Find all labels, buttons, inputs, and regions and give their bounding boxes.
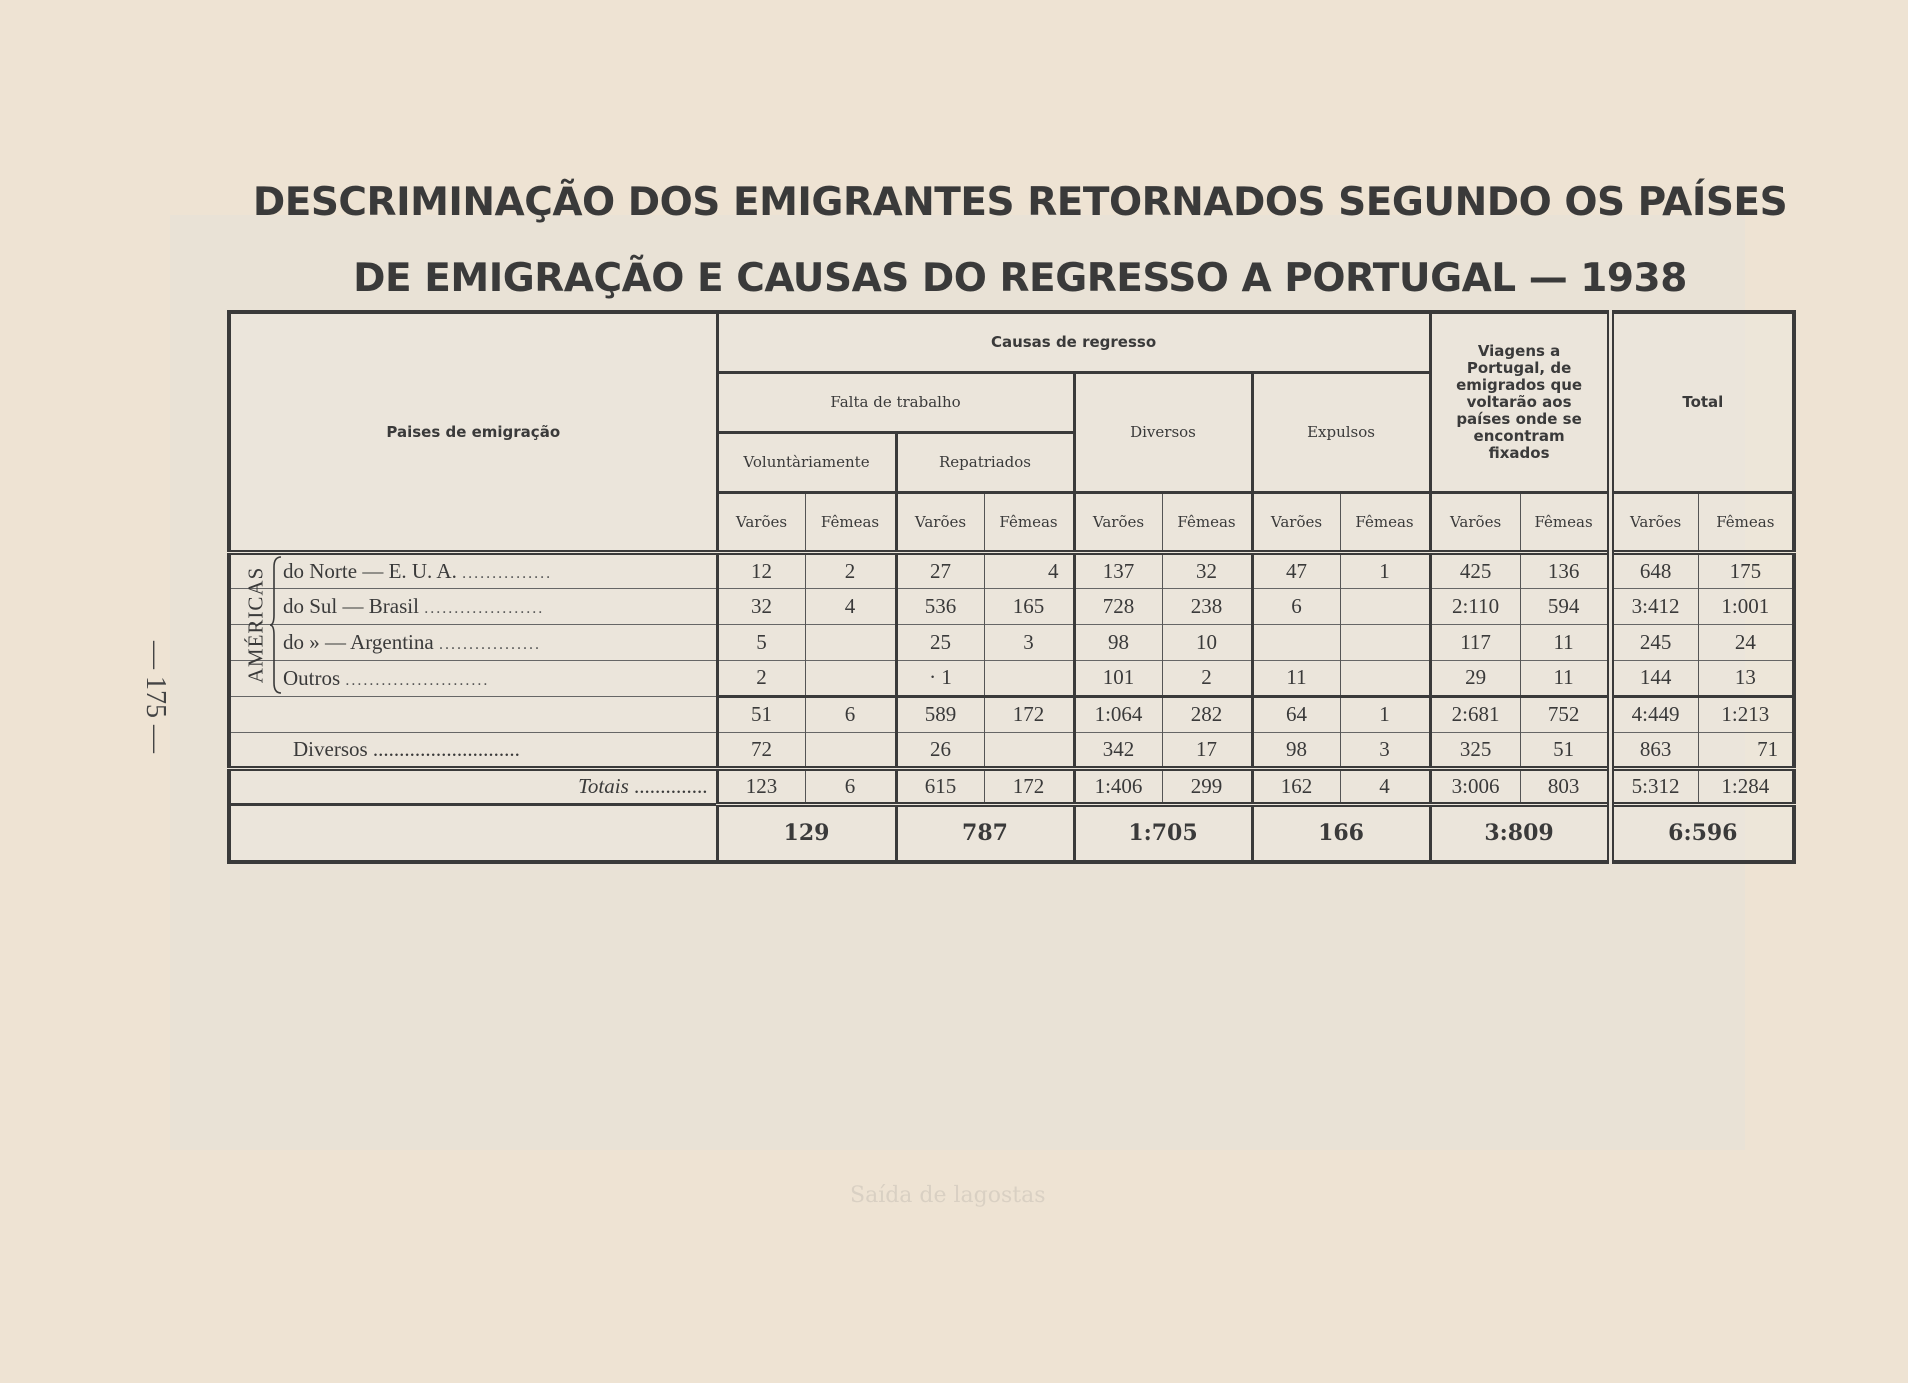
cell: 3: [984, 624, 1074, 660]
cell: [1340, 588, 1430, 624]
cell: 589: [896, 696, 984, 732]
header-female: Fêmeas: [1340, 492, 1430, 552]
cell: [805, 732, 896, 768]
leader-dots: ........................: [345, 671, 490, 689]
cell: 64: [1252, 696, 1340, 732]
header-male: Varões: [1610, 492, 1698, 552]
header-female: Fêmeas: [1520, 492, 1610, 552]
cell: 24: [1698, 624, 1794, 660]
cell: 6: [805, 696, 896, 732]
cell: 162: [1252, 768, 1340, 804]
cell: 172: [984, 696, 1074, 732]
cell: 144: [1610, 660, 1698, 696]
cell: [1340, 660, 1430, 696]
cell: 11: [1520, 624, 1610, 660]
cell: [984, 732, 1074, 768]
cell: 648: [1610, 552, 1698, 588]
cell: 32: [717, 588, 805, 624]
emigrants-table: [227, 310, 1796, 864]
grand-total-voluntary: 129: [717, 804, 896, 862]
cell: 2:681: [1430, 696, 1520, 732]
grand-total-various: 1:705: [1074, 804, 1252, 862]
header-female: Fêmeas: [984, 492, 1074, 552]
grand-total-overall: 6:596: [1610, 804, 1794, 862]
cell: 172: [984, 768, 1074, 804]
cell: 72: [717, 732, 805, 768]
cell: 175: [1698, 552, 1794, 588]
row-label: Totais: [578, 774, 629, 798]
cell: 51: [717, 696, 805, 732]
cell: 238: [1162, 588, 1252, 624]
header-female: Fêmeas: [1698, 492, 1794, 552]
cell: 51: [1520, 732, 1610, 768]
cell: 4: [984, 552, 1074, 588]
americas-label-text: AMÉRICAS: [243, 566, 268, 684]
cell: 1:064: [1074, 696, 1162, 732]
cell: 299: [1162, 768, 1252, 804]
leader-dots: .................: [438, 635, 541, 653]
cell: 3:412: [1610, 588, 1698, 624]
table-row: [229, 552, 1794, 588]
cell: 3:006: [1430, 768, 1520, 804]
grand-total-expelled: 166: [1252, 804, 1430, 862]
subtotal-row: [229, 696, 1794, 732]
leader-dots: ..............: [634, 774, 708, 798]
cell: 26: [896, 732, 984, 768]
title-line-1: DESCRIMINAÇÃO DOS EMIGRANTES RETORNADOS SEGUNDO OS PAÍSES: [252, 180, 1788, 225]
cell: 137: [1074, 552, 1162, 588]
cell: 2: [717, 660, 805, 696]
cell: 536: [896, 588, 984, 624]
header-male: Varões: [717, 492, 805, 552]
header-male: Varões: [1430, 492, 1520, 552]
header-male: Varões: [896, 492, 984, 552]
header-trips: Viagens a Portugal, de emigrados que voltarão aos países onde se encontram fixados: [1430, 312, 1610, 492]
cell: 32: [1162, 552, 1252, 588]
leader-dots: ............................: [372, 736, 520, 761]
faint-caption: Saída de lagostas: [850, 1183, 1046, 1208]
cell: 12: [717, 552, 805, 588]
cell: [1252, 624, 1340, 660]
cell: 4:449: [1610, 696, 1698, 732]
brace-icon: [270, 555, 282, 695]
cell: 1:001: [1698, 588, 1794, 624]
header-various: Diversos: [1074, 372, 1252, 492]
cell: 245: [1610, 624, 1698, 660]
page-number: — 175 —: [140, 641, 171, 753]
cell: 101: [1074, 660, 1162, 696]
cell: 5:312: [1610, 768, 1698, 804]
totals-row: [229, 768, 1794, 804]
cell: 5: [717, 624, 805, 660]
header-lack-of-work: Falta de trabalho: [717, 372, 1074, 432]
cell: 728: [1074, 588, 1162, 624]
grand-total-trips: 3:809: [1430, 804, 1610, 862]
header-female: Fêmeas: [1162, 492, 1252, 552]
cell: 13: [1698, 660, 1794, 696]
row-label: Outros: [283, 665, 341, 690]
cell: 47: [1252, 552, 1340, 588]
title-line-2: DE EMIGRAÇÃO E CAUSAS DO REGRESSO A PORTUGAL — 1938: [353, 256, 1687, 301]
row-label: do Sul — Brasil: [283, 593, 419, 618]
header-female: Fêmeas: [805, 492, 896, 552]
table-row: [229, 660, 1794, 696]
cell: 594: [1520, 588, 1610, 624]
cell: 17: [1162, 732, 1252, 768]
cell: 342: [1074, 732, 1162, 768]
row-label: do » — Argentina: [283, 629, 434, 654]
cell: 1:284: [1698, 768, 1794, 804]
cell: [1340, 624, 1430, 660]
cell: 25: [896, 624, 984, 660]
header-total: Total: [1610, 312, 1794, 492]
leader-dots: ...............: [462, 564, 553, 582]
page-title: [200, 165, 1840, 317]
diversos-row: [229, 732, 1794, 768]
cell: 123: [717, 768, 805, 804]
cell: [805, 660, 896, 696]
cell: 98: [1252, 732, 1340, 768]
cell: 136: [1520, 552, 1610, 588]
cell: 11: [1252, 660, 1340, 696]
cell: 117: [1430, 624, 1520, 660]
cell: 2: [1162, 660, 1252, 696]
header-male: Varões: [1074, 492, 1162, 552]
cell: 29: [1430, 660, 1520, 696]
cell: 803: [1520, 768, 1610, 804]
cell: 10: [1162, 624, 1252, 660]
cell: 4: [1340, 768, 1430, 804]
grand-total-repatriated: 787: [896, 804, 1074, 862]
cell: 282: [1162, 696, 1252, 732]
cell: 325: [1430, 732, 1520, 768]
cell: 11: [1520, 660, 1610, 696]
cell: [805, 624, 896, 660]
header-causes: Causas de regresso: [717, 312, 1430, 372]
cell: 3: [1340, 732, 1430, 768]
grand-totals-row: [229, 804, 1794, 862]
header-repatriated: Repatriados: [896, 432, 1074, 492]
cell: 165: [984, 588, 1074, 624]
cell: 615: [896, 768, 984, 804]
cell: [984, 660, 1074, 696]
table-row: [229, 624, 1794, 660]
cell: 2: [805, 552, 896, 588]
cell: 1:213: [1698, 696, 1794, 732]
cell: 863: [1610, 732, 1698, 768]
row-label: do Norte — E. U. A.: [283, 558, 457, 583]
cell: 2:110: [1430, 588, 1520, 624]
cell: 6: [805, 768, 896, 804]
cell: · 1: [896, 660, 984, 696]
cell: 27: [896, 552, 984, 588]
row-label: Diversos: [293, 736, 368, 761]
header-countries: Paises de emigração: [386, 422, 561, 441]
leader-dots: ....................: [424, 599, 545, 617]
cell: 752: [1520, 696, 1610, 732]
cell: 71: [1698, 732, 1794, 768]
cell: 1: [1340, 552, 1430, 588]
cell: 1:406: [1074, 768, 1162, 804]
table-row: [229, 588, 1794, 624]
header-expelled: Expulsos: [1252, 372, 1430, 492]
header-voluntary: Voluntàriamente: [717, 432, 896, 492]
cell: 6: [1252, 588, 1340, 624]
cell: 425: [1430, 552, 1520, 588]
cell: 4: [805, 588, 896, 624]
cell: 98: [1074, 624, 1162, 660]
cell: 1: [1340, 696, 1430, 732]
header-male: Varões: [1252, 492, 1340, 552]
